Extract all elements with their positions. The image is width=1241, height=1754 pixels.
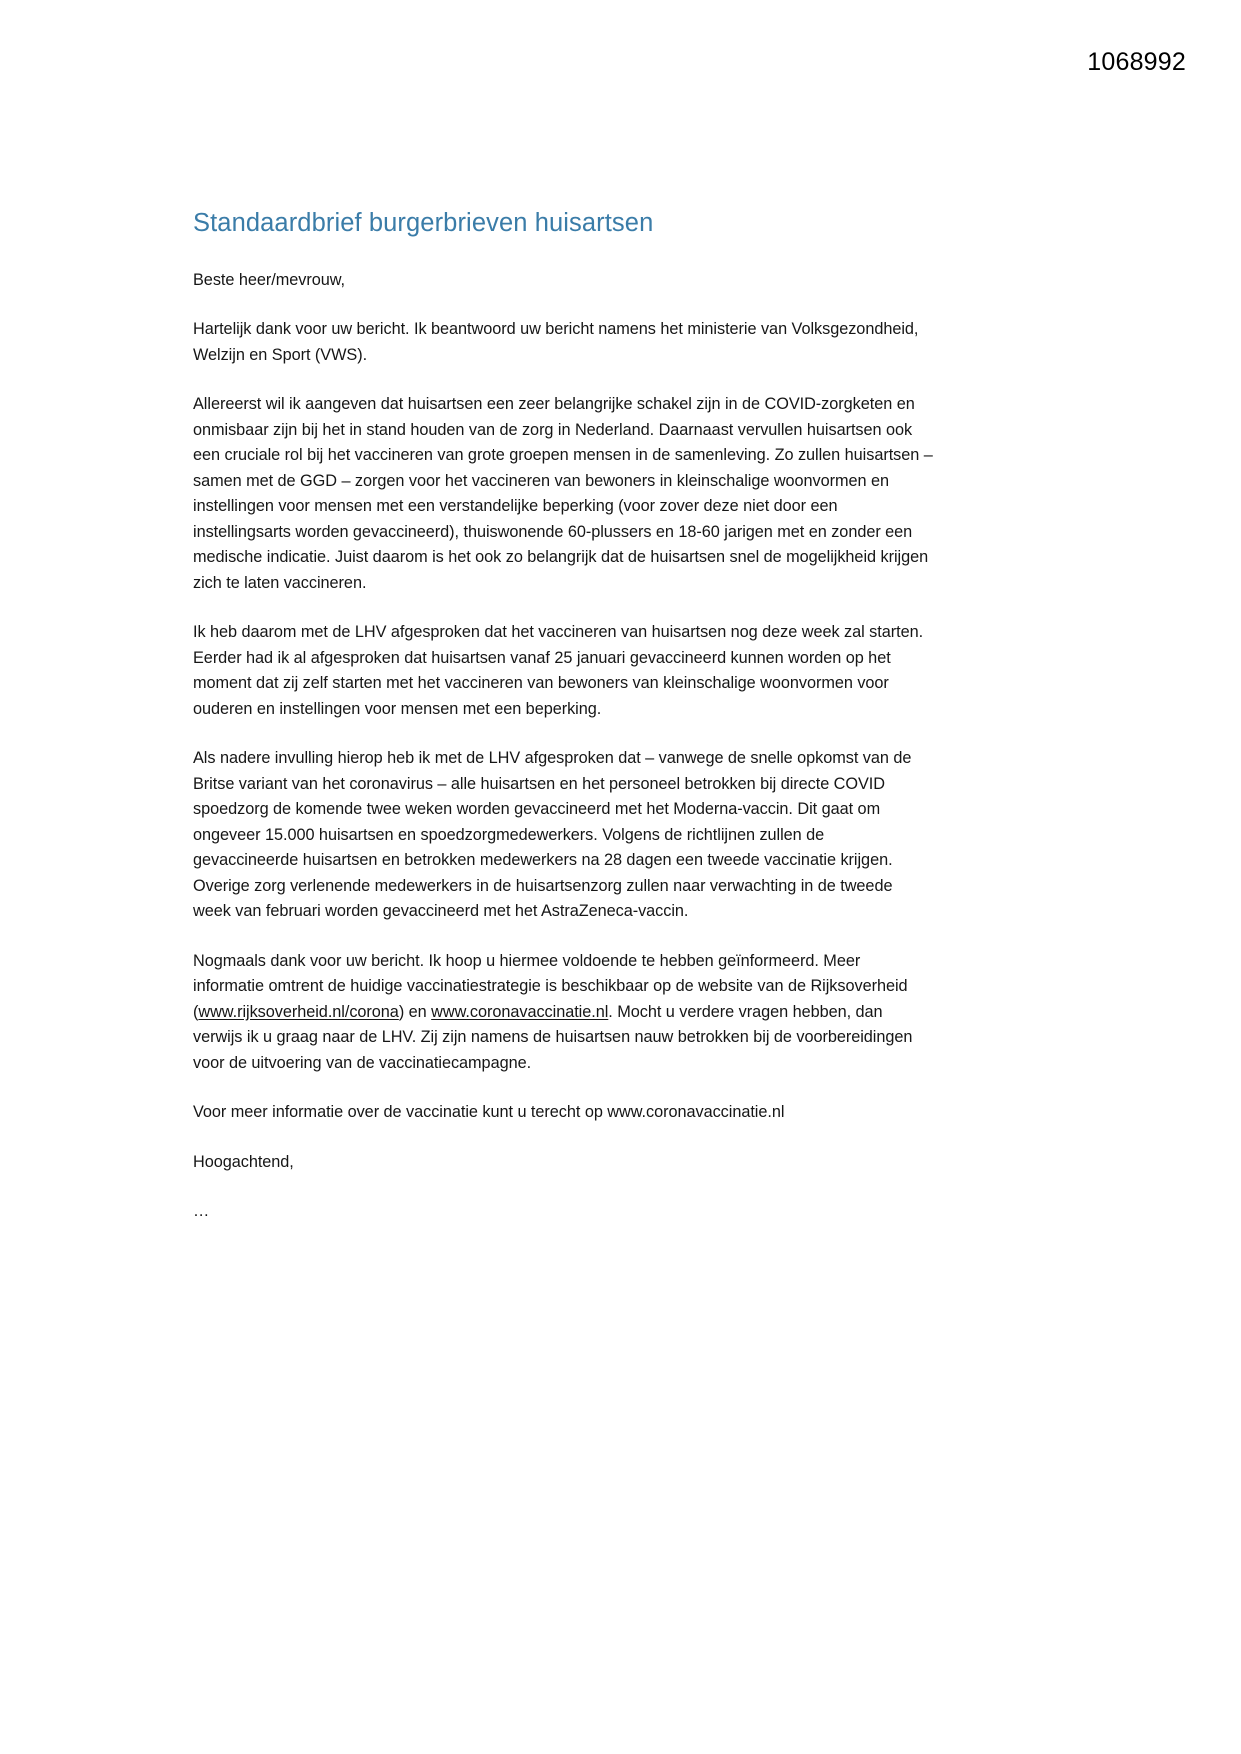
paragraph-vaccination-info-url: Voor meer informatie over de vaccinatie kunt u terecht op www.coronavaccinatie.nl [193, 1103, 785, 1122]
paragraph-moderna-astrazeneca: Als nadere invulling hierop heb ik met de LHV afgesproken dat – vanwege de snelle opkomst van de Britse variant van het coronavirus – alle huisartsen en het personeel betrokken bij directe COVID spoedzorg de komende twee weken worden gevaccineerd met het Moderna-vaccin. Dit gaat om ongeveer 15.000 huisartsen en spoedzorgmedewerkers. Volgens de richtlijnen zullen de gevaccineerde huisartsen en betrokken medewerkers na 28 dagen een tweede vaccinatie krijgen. Overige zorg verlenende medewerkers in de huisartsenzorg zullen naar verwachting in de tweede week van februari worden gevaccineerd met het AstraZeneca-vaccin. [193, 749, 912, 921]
link-rijksoverheid-corona[interactable]: www.rijksoverheid.nl/corona [198, 1002, 399, 1021]
salutation: Beste heer/mevrouw, [193, 270, 345, 289]
link-coronavaccinatie[interactable]: www.coronavaccinatie.nl [431, 1002, 609, 1021]
letter-body [193, 208, 933, 1225]
paragraph-more-information-tail: . Mocht u verdere vragen hebben, dan verwijs ik u graag naar de LHV. Zij zijn namens de huisartsen nauw betrokken bij de voorbereidingen voor de uitvoering van de vaccinatiecampagne. [193, 1002, 913, 1072]
paragraph-more-information-between: ) en [398, 1002, 432, 1021]
paragraph-role-of-gps: Allereerst wil ik aangeven dat huisartsen een zeer belangrijke schakel zijn in de COVID-zorgketen en onmisbaar zijn bij het in stand houden van de zorg in Nederland. Daarnaast vervullen huisartsen ook een cruciale rol bij het vaccineren van grote groepen mensen in de samenleving. Zo zullen huisartsen – samen met de GGD – zorgen voor het vaccineren van bewoners in kleinschalige woonvormen en instellingen voor mensen met een verstandelijke beperking (voor zover deze niet door een instellingsarts worden gevaccineerd), thuiswonende 60-plussers en 18-60 jarigen met en zonder een medische indicatie. Juist daarom is het ook zo belangrijk dat de huisartsen snel de mogelijkheid krijgen zich te laten vaccineren. [193, 395, 933, 592]
paragraph-more-information-lead: Nogmaals dank voor uw bericht. Ik hoop u hiermee voldoende te hebben geïnformeerd. Meer informatie omtrent de huidige vaccinatiestrategie is beschikbaar op de website van de Rijksoverheid ( [193, 951, 908, 1021]
paragraph-lhv-agreement: Ik heb daarom met de LHV afgesproken dat het vaccineren van huisartsen nog deze week zal starten. Eerder had ik al afgesproken dat huisartsen vanaf 25 januari gevaccineerd kunnen worden op het moment dat zij zelf starten met het vaccineren van bewoners van kleinschalige woonvormen voor ouderen en instellingen voor mensen met een beperking. [193, 623, 924, 718]
signature-placeholder: … [193, 1202, 210, 1221]
paragraph-thanks: Hartelijk dank voor uw bericht. Ik beantwoord uw bericht namens het ministerie van Volksgezondheid, Welzijn en Sport (VWS). [193, 320, 919, 364]
paragraph-more-information [193, 949, 933, 1077]
page-title: Standaardbrief burgerbrieven huisartsen [193, 209, 654, 237]
closing-salutation: Hoogachtend, [193, 1152, 294, 1171]
page-number: 1068992 [1087, 48, 1186, 76]
